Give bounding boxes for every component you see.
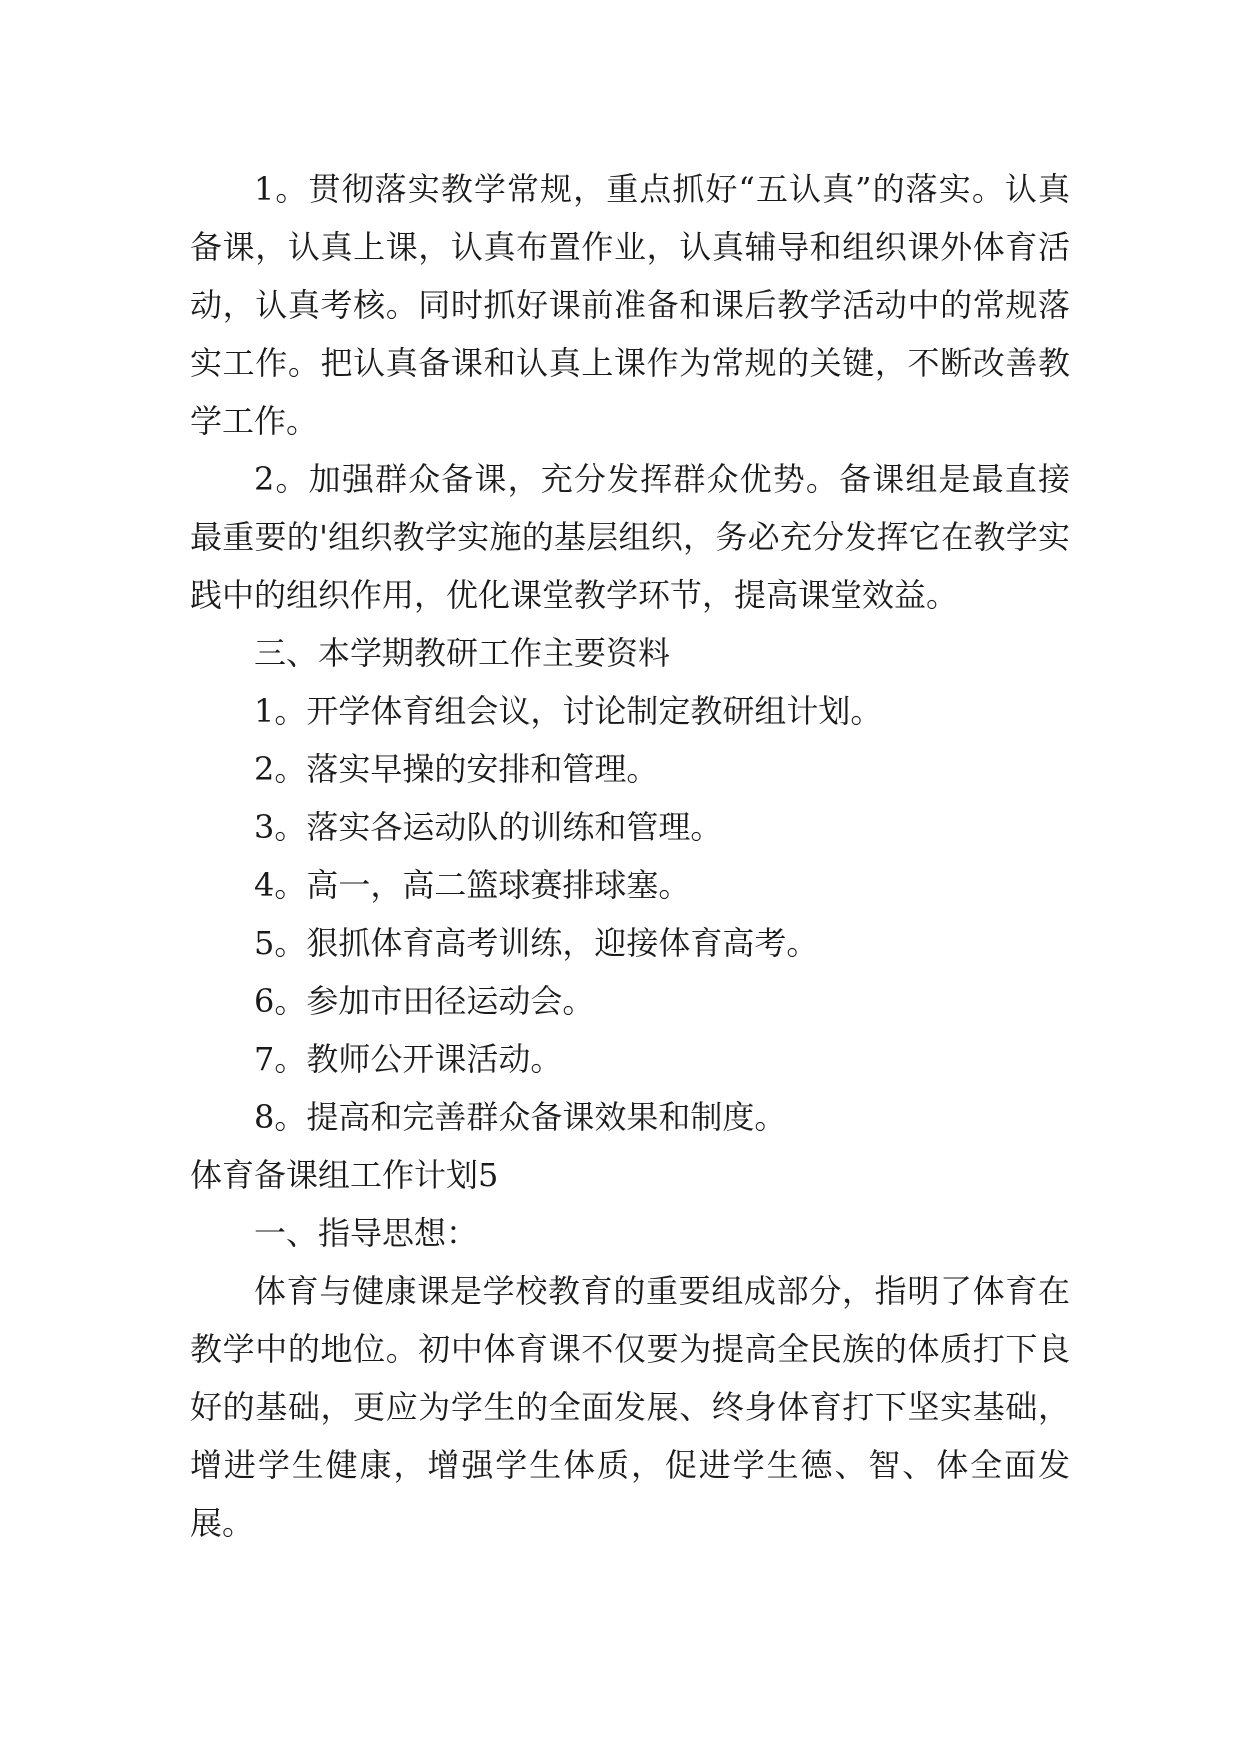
list-item-3: 3。落实各运动队的训练和管理。	[254, 808, 723, 846]
list-item-5: 5。狠抓体育高考训练，迎接体育高考。	[254, 924, 819, 962]
document-title: 体育备课组工作计划5	[190, 1156, 499, 1194]
section-heading-3: 三、本学期教研工作主要资料	[254, 634, 671, 672]
list-item-2: 2。落实早操的安排和管理。	[254, 750, 659, 788]
document-body	[190, 160, 1070, 1552]
list-item-4: 4。高一，高二篮球赛排球塞。	[254, 866, 691, 904]
list-item-1: 1。开学体育组会议，讨论制定教研组计划。	[254, 692, 883, 730]
paragraph-2: 2。加强群众备课，充分发挥群众优势。备课组是最直接最重要的'组织教学实施的基层组织，务必充分发挥它在教学实践中的组织作用，优化课堂教学环节，提高课堂效益。	[190, 460, 1070, 614]
section-heading-1: 一、指导思想：	[254, 1214, 479, 1252]
paragraph-guiding-idea: 体育与健康课是学校教育的重要组成部分，指明了体育在教学中的地位。初中体育课不仅要为提高全民族的体质打下良好的基础，更应为学生的全面发展、终身体育打下坚实基础，增进学生健康，增强学生体质，促进学生德、智、体全面发展。	[190, 1272, 1070, 1542]
paragraph-1: 1。贯彻落实教学常规，重点抓好“五认真”的落实。认真备课，认真上课，认真布置作业，认真辅导和组织课外体育活动，认真考核。同时抓好课前准备和课后教学活动中的常规落实工作。把认真备课和认真上课作为常规的关键，不断改善教学工作。	[190, 170, 1070, 440]
list-item-7: 7。教师公开课活动。	[254, 1040, 563, 1078]
list-item-6: 6。参加市田径运动会。	[254, 982, 595, 1020]
list-item-8: 8。提高和完善群众备课效果和制度。	[254, 1098, 787, 1136]
